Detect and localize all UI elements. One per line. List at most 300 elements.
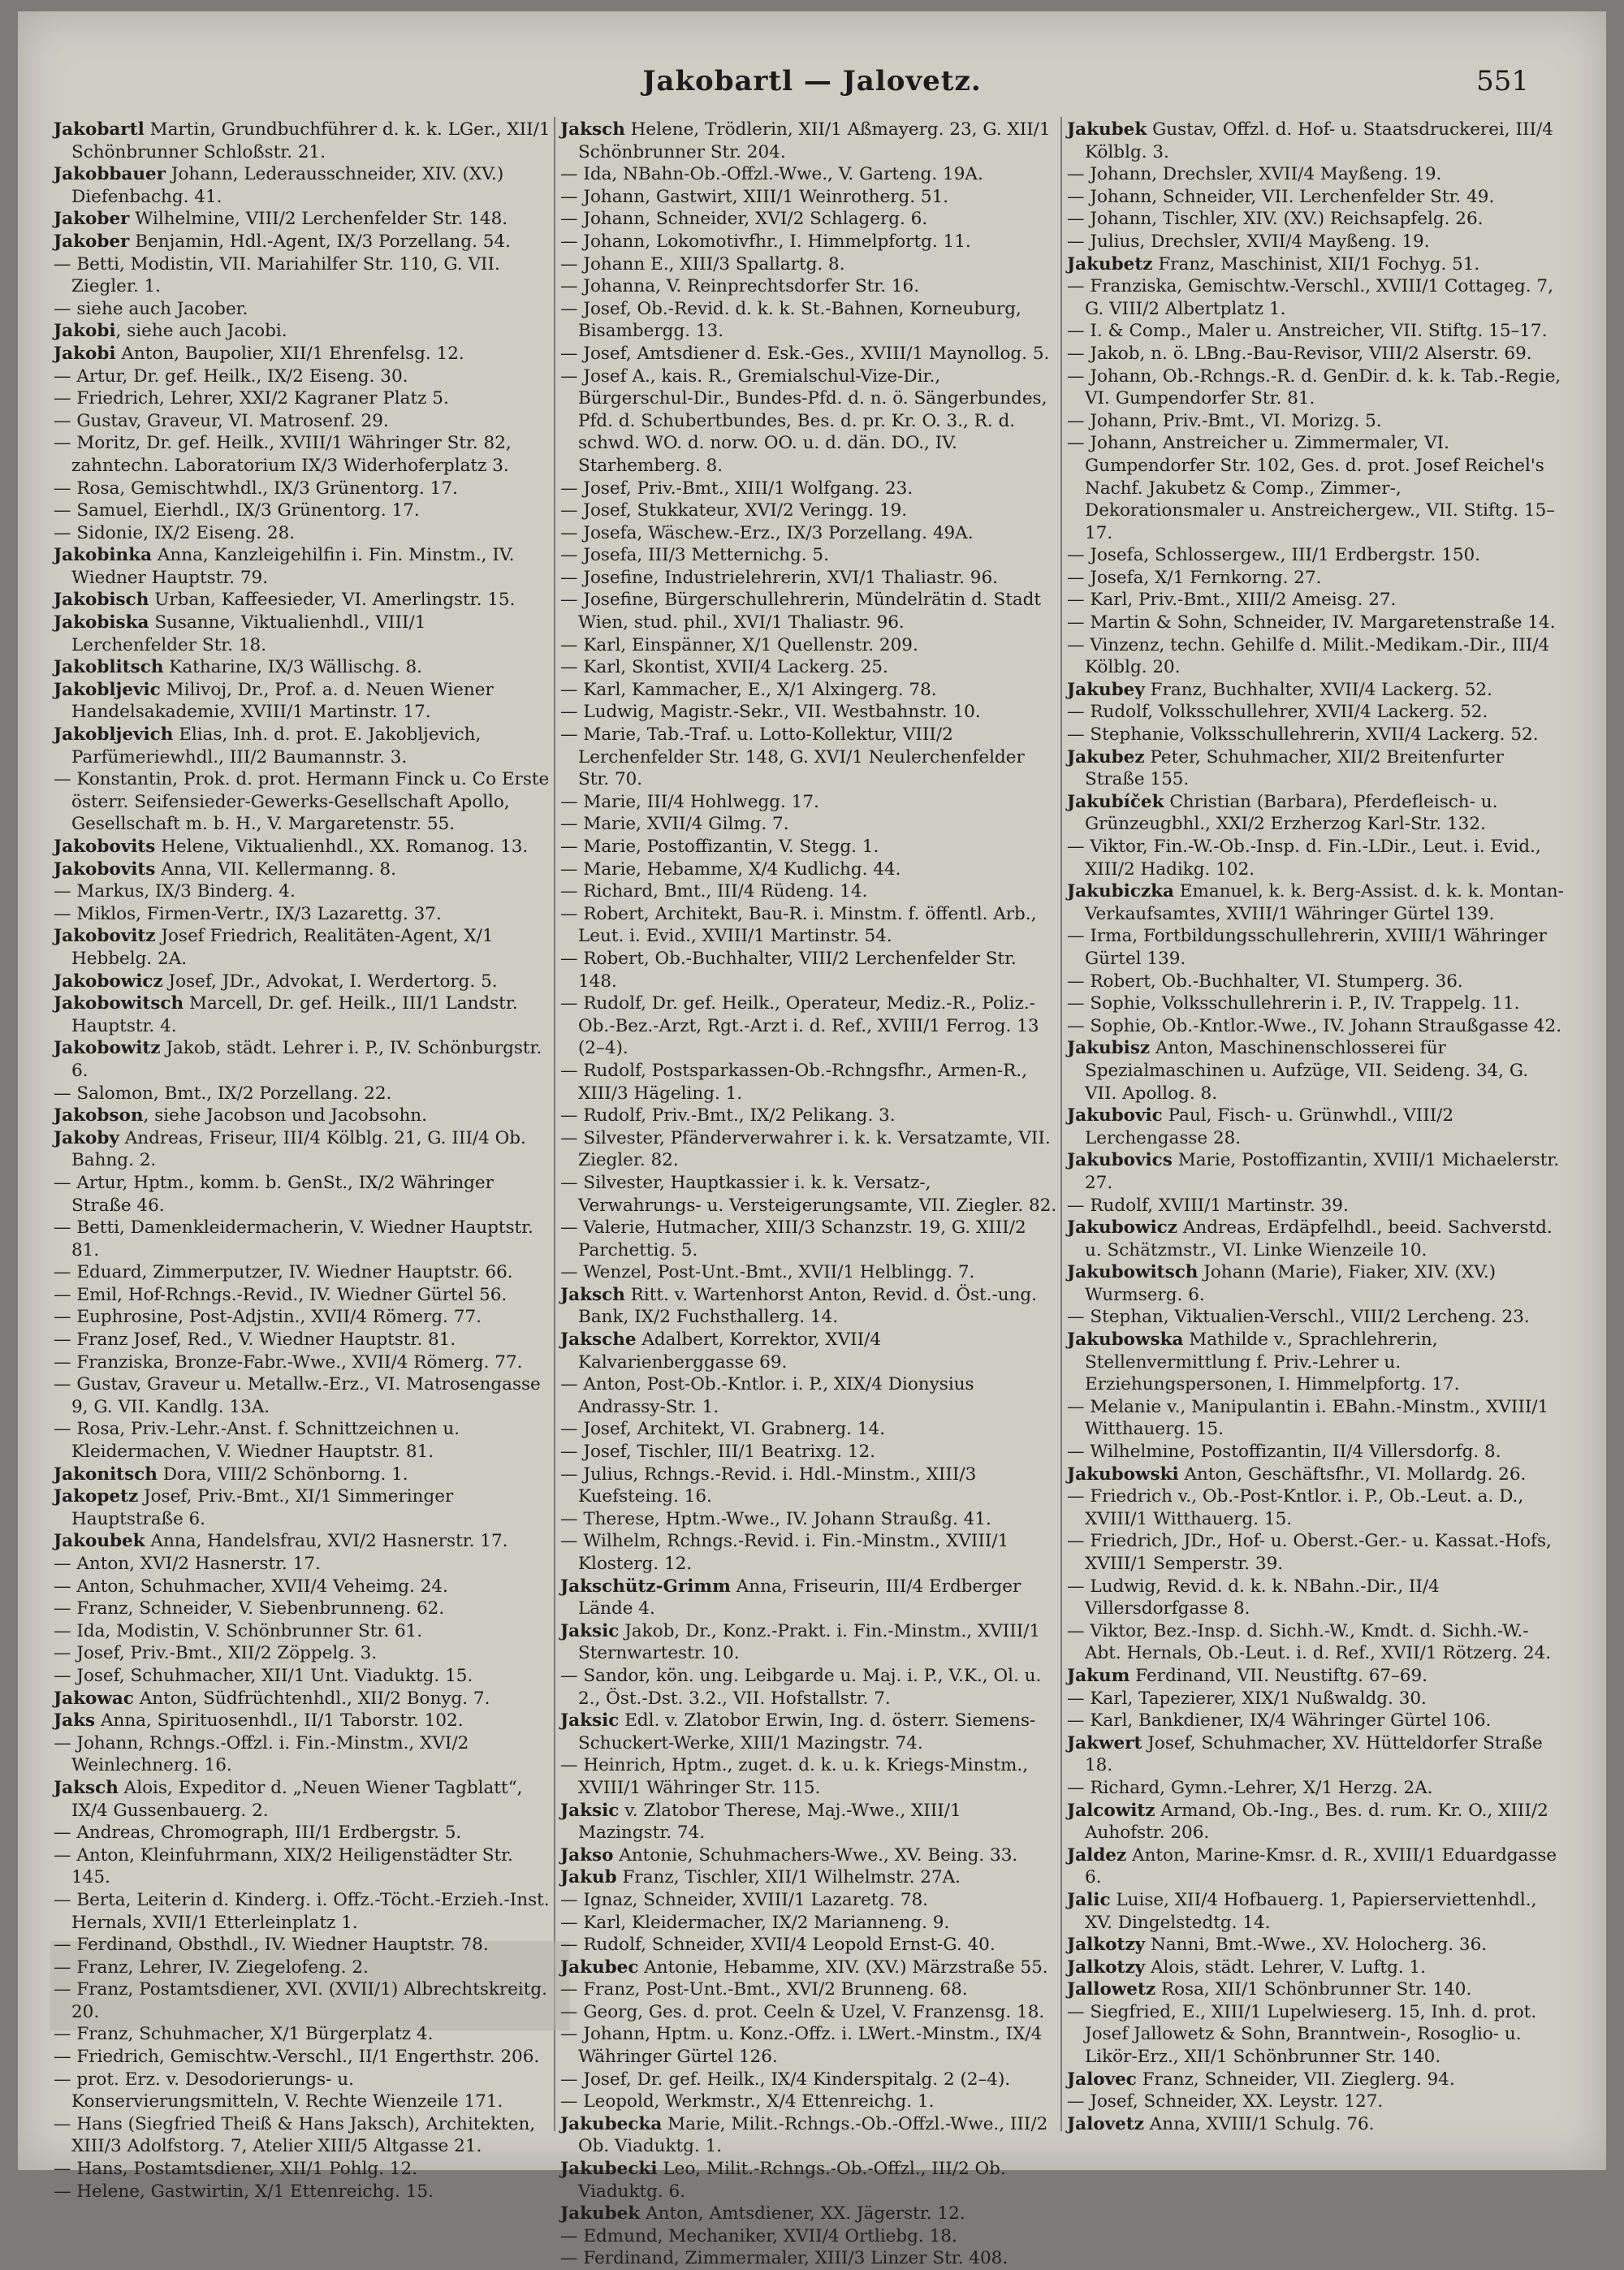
directory-entry <box>1067 1195 1564 1217</box>
directory-entry <box>1067 925 1564 970</box>
directory-entry <box>54 1464 551 1486</box>
entry-text: — Ida, NBahn-Ob.-Offzl.-Wwe., V. Garteng. 19A. <box>560 164 983 185</box>
entry-surname: Jalkotzy <box>1067 1935 1146 1956</box>
directory-entry <box>54 903 551 926</box>
entry-text: Elias, Inh. d. prot. E. Jakobljevich, Parfümeriewhdl., III/2 Baumannstr. 3. <box>71 724 482 767</box>
directory-entry <box>54 208 551 231</box>
entry-text: — Franz Josef, Red., V. Wiedner Hauptstr. 81. <box>54 1330 456 1351</box>
entry-surname: Jakubetz <box>1067 253 1153 275</box>
directory-entry <box>54 1261 551 1284</box>
entry-text: Franz, Tischler, XII/1 Wilhelmstr. 27A. <box>616 1867 961 1888</box>
directory-entry <box>560 679 1057 702</box>
entry-text: — Josefine, Industrielehrerin, XVI/1 Thaliastr. 96. <box>560 567 998 588</box>
entry-text: Benjamin, Hdl.-Agent, IX/3 Porzellang. 54. <box>129 231 511 252</box>
entry-text: Adalbert, Korrektor, XVII/4 Kalvarienberggasse 69. <box>578 1330 882 1373</box>
entry-text: Franz, Maschinist, XII/1 Fochyg. 51. <box>1152 253 1480 275</box>
directory-entry <box>54 1530 551 1553</box>
entry-surname: Jakum <box>1067 1665 1130 1686</box>
entry-surname: Jalcowitz <box>1067 1800 1155 1821</box>
entry-text: — Franziska, Bronze-Fabr.-Wwe., XVII/4 Römerg. 77. <box>54 1351 523 1373</box>
entry-text: — siehe auch Jacober. <box>54 298 248 319</box>
directory-entry <box>54 1844 551 1889</box>
entry-surname: Jakubovic <box>1067 1105 1163 1126</box>
entry-text: — Irma, Fortbildungsschullehrerin, XVIII/1 Währinger Gürtel 139. <box>1067 926 1547 969</box>
directory-entry <box>560 1889 1057 1912</box>
directory-entry <box>1067 1777 1564 1800</box>
directory-entry <box>1067 2069 1564 2091</box>
entry-text: Anna, VII. Kellermanng. 8. <box>155 858 396 880</box>
entry-surname: Jalic <box>1067 1889 1111 1910</box>
directory-entry <box>54 1485 551 1530</box>
entry-text: — Josefa, Schlossergew., III/1 Erdbergstr. 150. <box>1067 545 1481 566</box>
entry-text: — Karl, Tapezierer, XIX/1 Nußwaldg. 30. <box>1067 1688 1427 1709</box>
directory-entry <box>560 298 1057 343</box>
entry-text: Milivoj, Dr., Prof. a. d. Neuen Wiener Handelsakademie, XVIII/1 Martinstr. 17. <box>71 679 494 723</box>
directory-entry <box>560 2069 1057 2091</box>
entry-surname: Jakubowska <box>1067 1330 1184 1351</box>
directory-entry <box>1067 724 1564 746</box>
entry-text: Gustav, Offzl. d. Hof- u. Staatsdruckerei, III/4 Kölblg. 3. <box>1085 119 1553 162</box>
directory-entry <box>560 813 1057 836</box>
entry-text: Ritt. v. Wartenhorst Anton, Revid. d. Öst.-ung. Bank, IX/2 Fuchsthallerg. 14. <box>578 1284 1038 1328</box>
directory-entry <box>560 1957 1057 1979</box>
directory-entry <box>1067 1329 1564 1396</box>
directory-entry <box>560 365 1057 478</box>
entry-surname: Jaksic <box>560 1800 620 1821</box>
entry-text: — Johann, Priv.-Bmt., VI. Morizg. 5. <box>1067 410 1382 431</box>
directory-entry <box>54 880 551 903</box>
directory-entry <box>54 2046 551 2069</box>
entry-text: — Rudolf, XVIII/1 Martinstr. 39. <box>1067 1195 1349 1216</box>
entry-text: — Marie, III/4 Hohlwegg. 17. <box>560 791 819 812</box>
entry-text: — Ida, Modistin, V. Schönbrunner Str. 61. <box>54 1620 423 1641</box>
entry-surname: Jakoubek <box>54 1531 145 1552</box>
directory-entry <box>1067 1441 1564 1464</box>
directory-entry <box>560 948 1057 992</box>
entry-text: Franz, Buchhalter, XVII/4 Lackerg. 52. <box>1144 679 1492 700</box>
directory-entry <box>54 768 551 836</box>
entry-surname: Jakubisz <box>1067 1038 1151 1059</box>
entry-surname: Jaksic <box>560 1620 620 1641</box>
entry-text: Johann (Marie), Fiaker, XIV. (XV.) Wurmserg. 6. <box>1085 1262 1497 1305</box>
directory-entry <box>560 1060 1057 1105</box>
entry-text: Alois, Expeditor d. „Neuen Wiener Tagblatt“, IX/4 Gussenbauerg. 2. <box>71 1777 523 1821</box>
directory-entry <box>1067 1576 1564 1620</box>
entry-text: v. Zlatobor Therese, Maj.-Wwe., XIII/1 Mazingstr. 74. <box>578 1800 961 1844</box>
directory-entry <box>1067 1530 1564 1575</box>
entry-surname: Jakoby <box>54 1127 119 1148</box>
entry-surname: Jakubecka <box>560 2113 663 2134</box>
entry-text: — Franz, Postamtsdiener, XVI. (XVII/1) Albrechtskreitg. 20. <box>54 1979 548 2022</box>
entry-text: — Silvester, Hauptkassier i. k. k. Versatz-, Verwahrungs- u. Versteigerungsamte, VII. Ziegler. 82. <box>560 1172 1057 1216</box>
directory-entry <box>54 1217 551 1261</box>
directory-entry <box>54 1957 551 1979</box>
directory-entry <box>54 1306 551 1329</box>
directory-entry <box>54 320 551 343</box>
entry-surname: Jakubiczka <box>1067 881 1174 902</box>
entry-text: — Franziska, Gemischtw.-Verschl., XVIII/1 Cottageg. 7, G. VIII/2 Albertplatz 1. <box>1067 276 1553 319</box>
entry-surname: Jakobiska <box>54 612 149 633</box>
entry-surname: Jakubey <box>1067 679 1145 700</box>
directory-entry <box>1067 544 1564 567</box>
directory-entry <box>54 836 551 858</box>
directory-entry <box>560 544 1057 567</box>
directory-entry <box>54 1083 551 1105</box>
entry-text: — Viktor, Fin.-W.-Ob.-Insp. d. Fin.-LDir., Leut. i. Evid., XIII/2 Hadikg. 102. <box>1067 837 1541 880</box>
directory-entry <box>1067 612 1564 634</box>
entry-surname: Jakobljevich <box>54 724 174 746</box>
entry-text: — Emil, Hof-Rchngs.-Revid., IV. Wiedner Gürtel 56. <box>54 1284 508 1305</box>
directory-entry <box>1067 119 1564 163</box>
page-number: 551 <box>1476 65 1529 97</box>
directory-entry <box>560 2113 1057 2158</box>
directory-entry <box>1067 410 1564 433</box>
entry-surname: Jakwert <box>1067 1732 1142 1753</box>
entry-text: — Leopold, Werkmstr., X/4 Ettenreichg. 1. <box>560 2091 935 2112</box>
entry-surname: Jakobson <box>54 1105 144 1126</box>
entry-text: — Karl, Bankdiener, IX/4 Währinger Gürtel 106. <box>1067 1710 1492 1732</box>
directory-entry <box>54 612 551 656</box>
entry-text: — Vinzenz, techn. Gehilfe d. Milit.-Medikam.-Dir., III/4 Kölblg. 20. <box>1067 634 1550 678</box>
entry-surname: Jakobowitsch <box>54 993 184 1014</box>
directory-entry <box>1067 1485 1564 1530</box>
directory-entry <box>54 2023 551 2046</box>
directory-entry <box>560 701 1057 724</box>
entry-text: — Ignaz, Schneider, XVIII/1 Lazaretg. 78. <box>560 1889 928 1910</box>
entry-text: — Josefa, III/3 Metternichg. 5. <box>560 545 829 566</box>
entry-surname: Jakobi <box>54 343 116 364</box>
entry-text: Josef, JDr., Advokat, I. Werdertorg. 5. <box>162 971 498 992</box>
directory-entry <box>1067 1620 1564 1665</box>
directory-entry <box>560 1329 1057 1373</box>
entry-text: Wilhelmine, VIII/2 Lerchenfelder Str. 148. <box>129 209 508 230</box>
directory-entry <box>1067 791 1564 836</box>
directory-entry <box>1067 1396 1564 1441</box>
entry-text: — Karl, Kleidermacher, IX/2 Marianneng. 9. <box>560 1912 950 1933</box>
entry-text: Marie, Postoffizantin, XVIII/1 Michaelerstr. 27. <box>1085 1150 1560 1193</box>
entry-text: — Karl, Skontist, XVII/4 Lackerg. 25. <box>560 657 888 678</box>
entry-text: — Anton, XVI/2 Hasnerstr. 17. <box>54 1554 321 1574</box>
directory-entry <box>560 992 1057 1060</box>
directory-entry <box>1067 679 1564 702</box>
entry-text: — Friedrich v., Ob.-Post-Kntlor. i. P., Ob.-Leut. a. D., XVIII/1 Witthauerg. 15. <box>1067 1486 1524 1529</box>
entry-surname: Jaks <box>54 1710 96 1732</box>
entry-text: Luise, XII/4 Hofbauerg. 1, Papierserviettenhdl., XV. Dingelstedtg. 14. <box>1085 1889 1537 1933</box>
directory-entry <box>54 499 551 522</box>
directory-entry <box>54 1127 551 1172</box>
directory-entry <box>1067 1889 1564 1934</box>
running-head <box>18 65 1606 106</box>
directory-entry <box>560 791 1057 814</box>
entry-text: — Ferdinand, Obsthdl., IV. Wiedner Hauptstr. 78. <box>54 1935 489 1956</box>
entry-text: — Wenzel, Post-Unt.-Bmt., XVII/1 Helblingg. 7. <box>560 1262 975 1283</box>
entry-text: — Rudolf, Priv.-Bmt., IX/2 Pelikang. 3. <box>560 1105 896 1126</box>
directory-entry <box>54 1373 551 1418</box>
entry-surname: Jakobovits <box>54 837 156 857</box>
directory-entry <box>560 1576 1057 1620</box>
entry-surname: Jakubowicz <box>1067 1217 1177 1239</box>
entry-text: — Robert, Architekt, Bau-R. i. Minstm. f. öffentl. Arb., Leut. i. Evid., XVIII/1 Martinstr. 54. <box>560 903 1037 947</box>
entry-text: Anton, Maschinenschlosserei für Spezialmaschinen u. Aufzüge, VII. Seideng. 34, G. VII. Apollog. 8. <box>1085 1038 1529 1104</box>
directory-entry <box>54 119 551 163</box>
entry-text: — Sidonie, IX/2 Eiseng. 28. <box>54 522 296 543</box>
directory-entry <box>1067 701 1564 724</box>
entry-text: — Johanna, V. Reinprechtsdorfer Str. 16. <box>560 276 920 297</box>
directory-entry <box>560 343 1057 365</box>
entry-surname: Jalovec <box>1067 2069 1137 2090</box>
directory-entry <box>1067 1261 1564 1306</box>
entry-surname: Jakubecki <box>560 2159 658 2180</box>
entry-text: Leo, Milit.-Rchngs.-Ob.-Offzl., III/2 Ob. Viaduktg. 6. <box>578 2159 1006 2202</box>
entry-text: — Karl, Priv.-Bmt., XIII/2 Ameisg. 27. <box>1067 590 1397 611</box>
directory-entry <box>54 1351 551 1374</box>
directory-entry <box>560 1172 1057 1217</box>
entry-text: — Betti, Modistin, VII. Mariahilfer Str. 110, G. VII. Ziegler. 1. <box>54 253 500 297</box>
entry-surname: Jakubíček <box>1067 791 1164 812</box>
directory-entry <box>1067 365 1564 410</box>
directory-entry <box>54 1710 551 1732</box>
entry-text: — Stephan, Viktualien-Verschl., VIII/2 Lercheng. 23. <box>1067 1307 1530 1328</box>
directory-entry <box>54 410 551 433</box>
directory-entry <box>560 522 1057 545</box>
directory-entry <box>560 1508 1057 1531</box>
directory-entry <box>1067 1464 1564 1486</box>
entry-text: — Ludwig, Revid. d. k. k. NBahn.-Dir., II/4 Villersdorfgasse 8. <box>1067 1576 1440 1619</box>
directory-entry <box>54 1934 551 1957</box>
entry-surname: Jakobbauer <box>54 164 166 185</box>
directory-entry <box>1067 1957 1564 1979</box>
entry-text: Anna, Spirituosenhdl., II/1 Taborstr. 102. <box>95 1710 464 1732</box>
entry-text: Martin, Grundbuchführer d. k. k. LGer., XII/1 Schönbrunner Schloßstr. 21. <box>71 119 551 162</box>
entry-text: — I. & Comp., Maler u. Anstreicher, VII. Stiftg. 15–17. <box>1067 321 1548 342</box>
entry-text: — Sophie, Volksschullehrerin i. P., IV. Trappelg. 11. <box>1067 993 1520 1014</box>
directory-entry <box>54 1642 551 1665</box>
entry-surname: Jaksch <box>560 119 625 140</box>
entry-surname: Jakub <box>560 1867 617 1888</box>
entry-text: — prot. Erz. v. Desodorierungs- u. Konservierungsmitteln, V. Rechte Wienzeile 171. <box>54 2069 503 2112</box>
entry-text: Jakob, Dr., Konz.-Prakt. i. Fin.-Minstm., XVIII/1 Sternwartestr. 10. <box>578 1620 1041 1664</box>
entry-text: — Josef, Schuhmacher, XII/1 Unt. Viaduktg. 15. <box>54 1665 473 1686</box>
directory-entry <box>1067 2091 1564 2113</box>
directory-entry <box>560 1978 1057 2001</box>
directory-entry <box>1067 2113 1564 2136</box>
entry-text: — Josefine, Bürgerschullehrerin, Mündelrätin d. Stadt Wien, stud. phil., XVI/1 Thaliastr. 96. <box>560 590 1042 633</box>
entry-text: — Josef, Schneider, XX. Leystr. 127. <box>1067 2091 1384 2112</box>
directory-entry <box>54 478 551 500</box>
entry-text: — Karl, Kammacher, E., X/1 Alxingerg. 78. <box>560 679 937 700</box>
directory-entry <box>560 186 1057 209</box>
entry-text: Marcell, Dr. gef. Heilk., III/1 Landstr. Hauptstr. 4. <box>71 993 518 1036</box>
entry-text: Marie, Milit.-Rchngs.-Ob.-Offzl.-Wwe., III/2 Ob. Viaduktg. 1. <box>578 2113 1048 2157</box>
entry-text: — Johann, Schneider, VII. Lerchenfelder Str. 49. <box>1067 186 1495 207</box>
directory-entry <box>54 387 551 410</box>
directory-entry <box>560 1866 1057 1889</box>
directory-entry <box>54 1598 551 1620</box>
directory-entry <box>560 836 1057 858</box>
directory-entry <box>560 2247 1057 2270</box>
entry-text: — Samuel, Eierhdl., IX/3 Grünentorg. 17. <box>54 500 420 521</box>
entry-text: — Jakob, n. ö. LBng.-Bau-Revisor, VIII/2 Alserstr. 69. <box>1067 343 1532 364</box>
directory-entry <box>560 1418 1057 1441</box>
directory-entry <box>560 2023 1057 2068</box>
column-1 <box>54 119 551 2202</box>
directory-entry <box>560 880 1057 903</box>
entry-text: Anna, XVIII/1 Schulg. 76. <box>1143 2113 1375 2134</box>
entry-text: — Wilhelmine, Postoffizantin, II/4 Villersdorfg. 8. <box>1067 1442 1501 1463</box>
entry-text: — Franz, Lehrer, IV. Ziegelofeng. 2. <box>54 1957 369 1978</box>
entry-text: Helene, Trödlerin, XII/1 Aßmayerg. 23, G. XII/1 Schönbrunner Str. 204. <box>578 119 1051 162</box>
entry-text: — Josef, Dr. gef. Heilk., IX/4 Kinderspitalg. 2 (2–4). <box>560 2069 1011 2090</box>
directory-entry <box>1067 1732 1564 1777</box>
entry-text: Mathilde v., Sprachlehrerin, Stellenvermittlung f. Priv.-Lehrer u. Erziehungspersonen, I. Himmelpfortg. 17. <box>1085 1330 1460 1395</box>
entry-surname: Jakobowitz <box>54 1038 161 1059</box>
entry-text: — Julius, Rchngs.-Revid. i. Hdl.-Minstm., XIII/3 Kuefsteing. 16. <box>560 1464 977 1507</box>
directory-entry <box>54 1105 551 1127</box>
entry-text: Anton, Geschäftsfhr., VI. Mollardg. 26. <box>1178 1464 1527 1485</box>
directory-entry <box>560 119 1057 163</box>
entry-text: — Rudolf, Schneider, XVII/4 Leopold Ernst-G. 40. <box>560 1935 996 1956</box>
entry-text: — Gustav, Graveur, VI. Matrosenf. 29. <box>54 410 389 431</box>
entry-text: — Siegfried, E., XIII/1 Lupelwieserg. 15, Inh. d. prot. Josef Jallowetz & Sohn, Branntwein-, Rosoglio- u. Likör-Erz., XII/1 Schönbrunner Str. 140. <box>1067 2001 1537 2068</box>
entry-text: — Julius, Drechsler, XVII/4 Mayßeng. 19. <box>1067 231 1430 252</box>
entry-text: , siehe auch Jacobi. <box>115 321 287 342</box>
entry-text: — Josef, Stukkateur, XVI/2 Veringg. 19. <box>560 500 908 521</box>
entry-text: Peter, Schuhmacher, XII/2 Breitenfurter Straße 155. <box>1085 746 1504 790</box>
entry-text: — Richard, Gymn.-Lehrer, X/1 Herzg. 2A. <box>1067 1777 1433 1798</box>
entry-text: Josef, Schuhmacher, XV. Hütteldorfer Straße 18. <box>1085 1732 1543 1776</box>
directory-entry <box>560 1754 1057 1799</box>
directory-entry <box>560 724 1057 791</box>
entry-surname: Jakobljevic <box>54 679 161 700</box>
entry-text: — Josef, Ob.-Revid. d. k. k. St.-Bahnen, Korneuburg, Bisambergg. 13. <box>560 298 1021 342</box>
directory-entry <box>1067 343 1564 365</box>
entry-text: Franz, Schneider, VII. Zieglerg. 94. <box>1136 2069 1455 2090</box>
directory-entry <box>54 1037 551 1082</box>
directory-page <box>18 11 1606 2269</box>
directory-entry <box>560 1934 1057 1957</box>
directory-entry <box>54 544 551 589</box>
entry-text: — Robert, Ob.-Buchhalter, VIII/2 Lerchenfelder Str. 148. <box>560 948 1017 992</box>
directory-entry <box>54 1284 551 1307</box>
entry-text: — Martin & Sohn, Schneider, IV. Margaretenstraße 14. <box>1067 612 1556 633</box>
directory-entry <box>54 1418 551 1463</box>
entry-text: Ferdinand, VII. Neustiftg. 67–69. <box>1129 1665 1427 1686</box>
entry-surname: Jakoblitsch <box>54 657 164 678</box>
entry-surname: Jakobisch <box>54 590 149 611</box>
entry-surname: Jakopetz <box>54 1486 139 1507</box>
entry-surname: Jakso <box>560 1844 614 1866</box>
directory-entry <box>1067 1710 1564 1732</box>
entry-text: — Rosa, Priv.-Lehr.-Anst. f. Schnittzeichnen u. Kleidermachen, V. Wiedner Hauptstr. 81. <box>54 1419 460 1463</box>
entry-surname: Jalovetz <box>1067 2113 1144 2134</box>
entry-text: Antonie, Schuhmachers-Wwe., XV. Being. 33. <box>613 1844 1018 1866</box>
entry-surname: Jakubek <box>560 2203 641 2225</box>
entry-text: — Johann, Hptm. u. Konz.-Offz. i. LWert.-Minstm., IX/4 Währinger Gürtel 126. <box>560 2024 1043 2068</box>
entry-text: Andreas, Friseur, III/4 Kölblg. 21, G. III/4 Ob. Bahng. 2. <box>71 1127 526 1171</box>
entry-text: — Anton, Post-Ob.-Kntlor. i. P., XIX/4 Dionysius Andrassy-Str. 1. <box>560 1374 974 1417</box>
directory-entry <box>1067 746 1564 791</box>
entry-text: — Helene, Gastwirtin, X/1 Ettenreichg. 15. <box>54 2181 434 2202</box>
directory-entry <box>560 1620 1057 1665</box>
directory-entry <box>54 1665 551 1688</box>
directory-entry <box>1067 880 1564 925</box>
entry-surname: Jakober <box>54 209 130 230</box>
entry-text: — Anton, Schuhmacher, XVII/4 Veheimg. 24. <box>54 1576 448 1597</box>
entry-text: — Rudolf, Postsparkassen-Ob.-Rchngsfhr., Armen-R., XIII/3 Hägeling. 1. <box>560 1060 1027 1104</box>
directory-entry <box>54 858 551 881</box>
entry-text: — Rosa, Gemischtwhdl., IX/3 Grünentorg. 17. <box>54 478 458 499</box>
entry-text: — Sophie, Ob.-Kntlor.-Wwe., IV. Johann Straußgasse 42. <box>1067 1015 1562 1036</box>
entry-text: Anton, Südfrüchtenhdl., XII/2 Bonyg. 7. <box>133 1688 490 1709</box>
entry-surname: Jakobovits <box>54 858 156 880</box>
entry-text: — Friedrich, JDr., Hof- u. Oberst.-Ger.- u. Kassat.-Hofs, XVIII/1 Semperstr. 39. <box>1067 1531 1552 1574</box>
directory-entry <box>54 679 551 724</box>
directory-entry <box>54 1172 551 1217</box>
directory-entry <box>560 2091 1057 2113</box>
column-2 <box>560 119 1057 2269</box>
entry-text: — Josef, Priv.-Bmt., XIII/1 Wolfgang. 23. <box>560 478 914 499</box>
entry-text: — Wilhelm, Rchngs.-Revid. i. Fin.-Minstm., XVIII/1 Klosterg. 12. <box>560 1531 1009 1574</box>
entry-surname: Jakubowitsch <box>1067 1262 1199 1283</box>
directory-entry <box>54 589 551 612</box>
entry-surname: Jakubek <box>1067 119 1147 140</box>
column-3 <box>1067 119 1564 2133</box>
entry-text: — Melanie v., Manipulantin i. EBahn.-Minstm., XVIII/1 Witthauerg. 15. <box>1067 1396 1549 1440</box>
directory-entry <box>560 163 1057 186</box>
directory-entry <box>560 499 1057 522</box>
entry-text: — Hans, Postamtsdiener, XII/1 Pohlg. 12. <box>54 2159 417 2180</box>
directory-entry <box>54 1553 551 1576</box>
directory-entry <box>1067 1844 1564 1889</box>
directory-entry <box>1067 1665 1564 1688</box>
directory-entry <box>560 589 1057 633</box>
directory-entry <box>54 1822 551 1844</box>
entry-text: Edl. v. Zlatobor Erwin, Ing. d. österr. Siemens-Schuckert-Werke, XIII/1 Mazingstr. 74. <box>578 1710 1036 1753</box>
entry-text: — Therese, Hptm.-Wwe., IV. Johann Straußg. 41. <box>560 1508 991 1529</box>
directory-entry <box>1067 1978 1564 2001</box>
directory-entry <box>560 1844 1057 1867</box>
directory-entry <box>560 1105 1057 1127</box>
directory-entry <box>1067 1149 1564 1194</box>
entry-surname: Jakubovics <box>1067 1150 1173 1171</box>
directory-entry <box>1067 1037 1564 1105</box>
entry-surname: Jakubez <box>1067 746 1145 767</box>
entry-text: Alois, städt. Lehrer, V. Luftg. 1. <box>1145 1957 1427 1978</box>
entry-text: — Artur, Hptm., komm. b. GenSt., IX/2 Währinger Straße 46. <box>54 1172 494 1216</box>
directory-entry <box>54 2113 551 2158</box>
entry-text: — Franz, Schuhmacher, X/1 Bürgerplatz 4. <box>54 2024 434 2045</box>
directory-entry <box>1067 186 1564 209</box>
entry-text: Anna, Handelsfrau, XVI/2 Hasnerstr. 17. <box>145 1531 508 1552</box>
entry-text: — Rudolf, Volksschullehrer, XVII/4 Lackerg. 52. <box>1067 702 1488 723</box>
directory-entry <box>560 634 1057 657</box>
entry-text: — Moritz, Dr. gef. Heilk., XVIII/1 Währinger Str. 82, zahntechn. Laboratorium IX/3 Widerhoferplatz 3. <box>54 433 512 476</box>
entry-text: — Josef, Tischler, III/1 Beatrixg. 12. <box>560 1442 875 1463</box>
directory-entry <box>560 208 1057 231</box>
entry-surname: Jakonitsch <box>54 1464 158 1485</box>
directory-entry <box>560 1530 1057 1575</box>
entry-text: Anton, Amtsdiener, XX. Jägerstr. 12. <box>640 2203 965 2225</box>
directory-entry <box>1067 589 1564 612</box>
directory-entry <box>1067 275 1564 320</box>
column-divider <box>554 117 555 2131</box>
entry-text: Urban, Kaffeesieder, VI. Amerlingstr. 15. <box>149 590 516 611</box>
directory-entry <box>54 365 551 388</box>
directory-entry <box>1067 992 1564 1015</box>
entry-text: — Euphrosine, Post-Adjstin., XVII/4 Römerg. 77. <box>54 1307 482 1328</box>
directory-entry <box>560 1441 1057 1464</box>
entry-text: — Ferdinand, Zimmermaler, XIII/3 Linzer Str. 408. <box>560 2248 1009 2269</box>
